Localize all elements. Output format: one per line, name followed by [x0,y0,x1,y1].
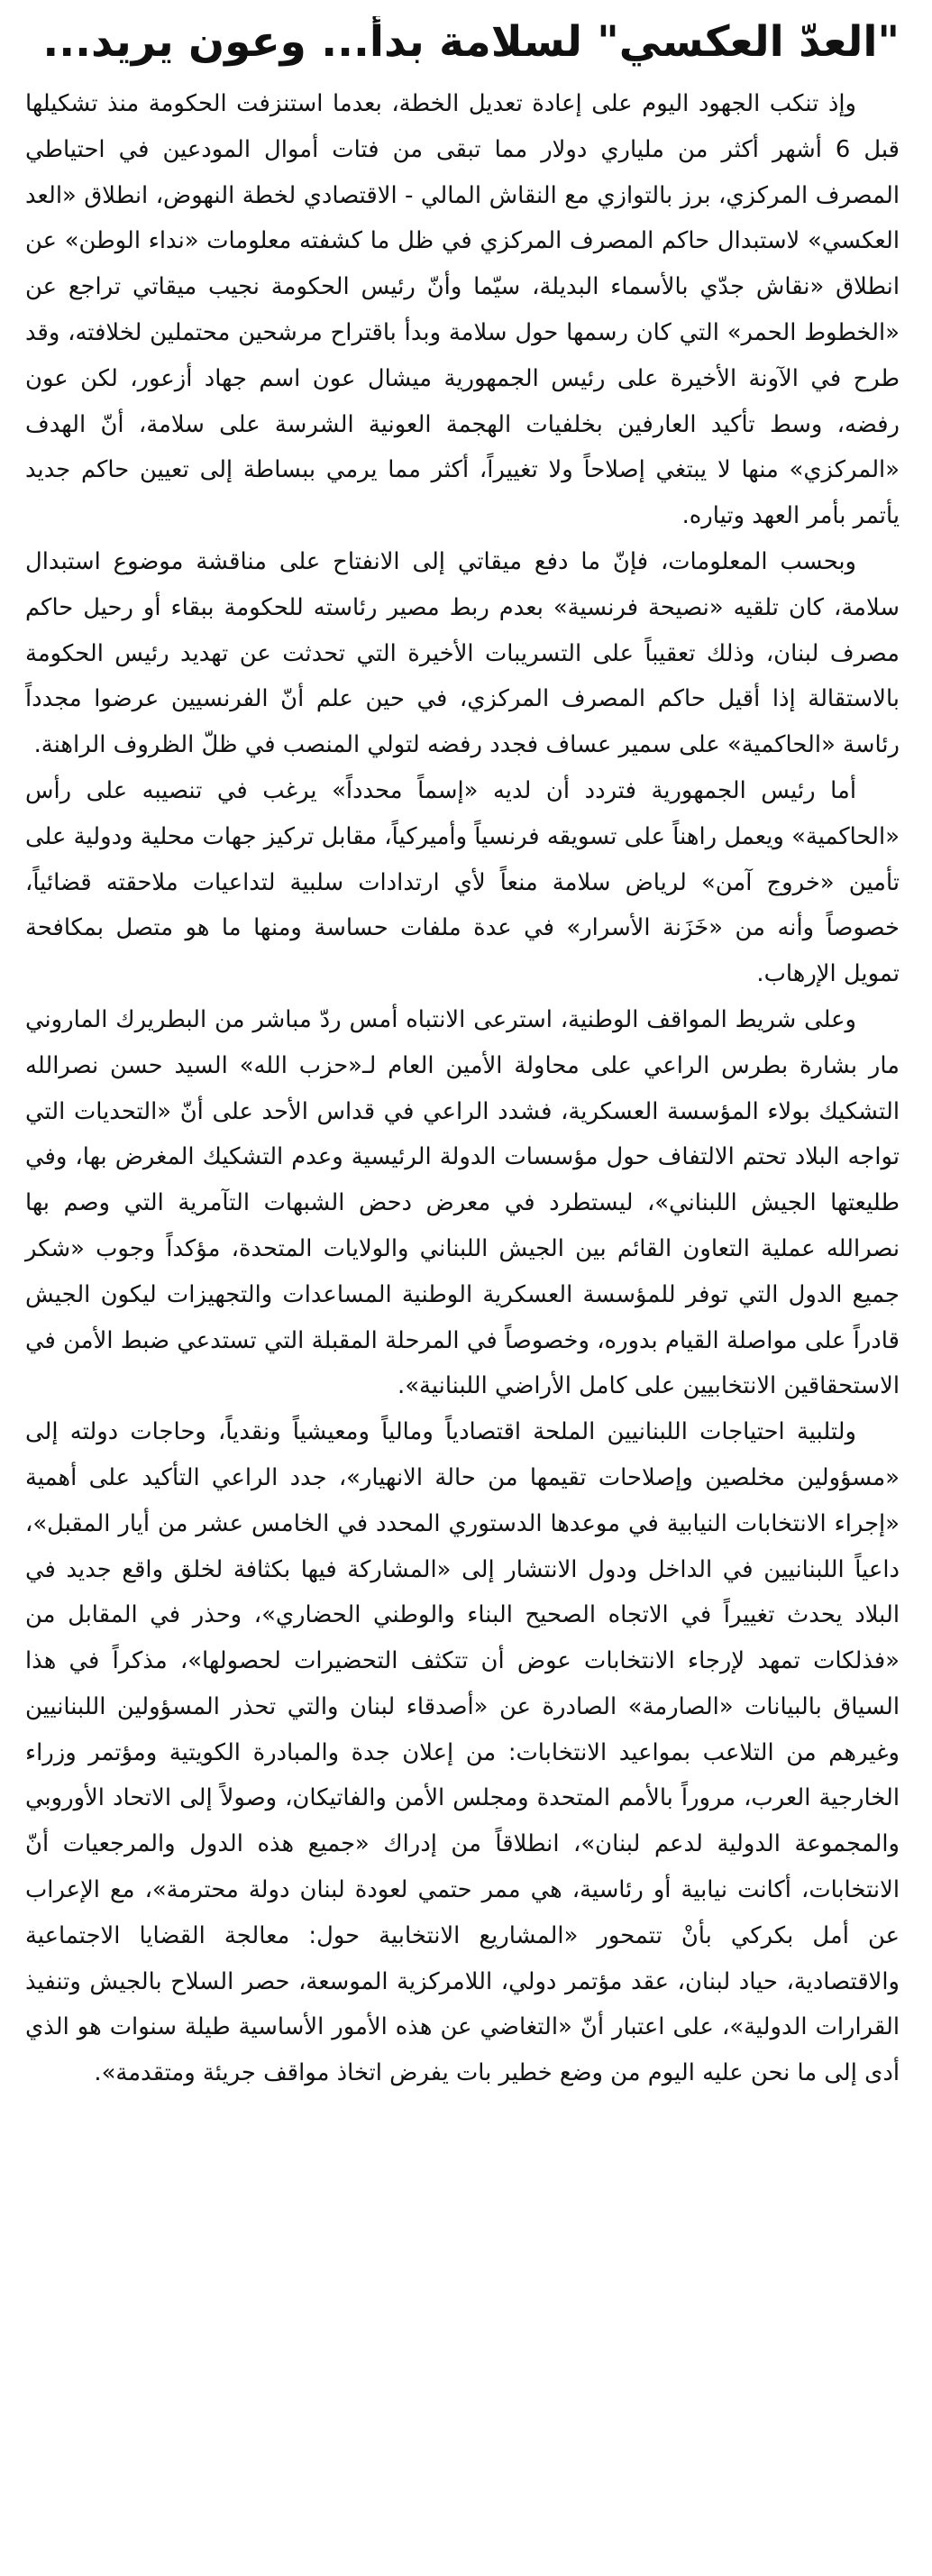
article-paragraph: ولتلبية احتياجات اللبنانيين الملحة اقتصادياً ومالياً ومعيشياً ونقدياً، وحاجات دولته إلى «مسؤولين مخلصين وإصلاحات تقيمها من حالة الانهيار»، جدد الراعي التأكيد على أهمية «إجراء الانتخابات النيابية في موعدها الدستوري المحدد في الخامس عشر من أيار المقبل»، داعياً اللبنانيين في الداخل ودول الانتشار إلى «المشاركة فيها بكثافة لخلق واقع جديد في البلاد يحدث تغييراً في الاتجاه الصحيح البناء والوطني الحضاري»، وحذر في المقابل من «فذلكات تمهد لإرجاء الانتخابات عوض أن تتكثف التحضيرات لحصولها»، مذكراً في هذا السياق بالبيانات «الصارمة» الصادرة عن «أصدقاء لبنان والتي تحذر المسؤولين اللبنانيين وغيرهم من التلاعب بمواعيد الانتخابات: من إعلان جدة والمبادرة الكويتية ومؤتمر وزراء الخارجية العرب، مروراً بالأمم المتحدة ومجلس الأمن والفاتيكان، وصولاً إلى الاتحاد الأوروبي والمجموعة الدولية لدعم لبنان»، انطلاقاً من إدراك «جميع هذه الدول والمرجعيات أنّ الانتخابات، أكانت نيابية أو رئاسية، هي ممر حتمي لعودة لبنان دولة محترمة»، مع الإعراب عن أمل بكركي بأنْ تتمحور «المشاريع الانتخابية حول: معالجة القضايا الاجتماعية والاقتصادية، حياد لبنان، عقد مؤتمر دولي، اللامركزية الموسعة، حصر السلاح بالجيش وتنفيذ القرارات الدولية»، على اعتبار أنّ «التغاضي عن هذه الأمور الأساسية طيلة سنوات هو الذي أدى إلى ما نحن عليه اليوم من وضع خطير بات يفرض اتخاذ مواقف جريئة ومتقدمة». [25,1418,900,2087]
article-paragraph: وعلى شريط المواقف الوطنية، استرعى الانتباه أمس ردّ مباشر من البطريرك الماروني مار بشارة بطرس الراعي على محاولة الأمين العام لـ«حزب الله» السيد حسن نصرالله التشكيك بولاء المؤسسة العسكرية، فشدد الراعي في قداس الأحد على أنّ «التحديات التي تواجه البلاد تحتم الالتفاف حول مؤسسات الدولة الرئيسية وعدم التشكيك المغرض بها، وفي طليعتها الجيش اللبناني»، ليستطرد في معرض دحض الشبهات التآمرية التي وصم بها نصرالله عملية التعاون القائم بين الجيش اللبناني والولايات المتحدة، مؤكداً وجوب «شكر جميع الدول التي توفر للمؤسسة العسكرية الوطنية المساعدات والتجهيزات ليكون الجيش قادراً على مواصلة القيام بدوره، وخصوصاً في المرحلة المقبلة التي تستدعي ضبط الأمن في الاستحقاقين الانتخابيين على كامل الأراضي اللبنانية». [25,1005,900,1400]
article-body [25,81,900,2096]
article-paragraph: أما رئيس الجمهورية فتردد أن لديه «إسماً محدداً» يرغب في تنصيبه على رأس «الحاكمية» ويعمل راهناً على تسويقه فرنسياً وأميركياً، مقابل تركيز جهات محلية ودولية على تأمين «خروج آمن» لرياض سلامة منعاً لأي ارتدادات سلبية لتداعيات ملاحقته قضائياً، خصوصاً وأنه من «خَزَنة الأسرار» في عدة ملفات حساسة ومنها ما هو متصل بمكافحة تمويل الإرهاب. [25,776,900,988]
article-headline: "العدّ العكسي" لسلامة بدأ... وعون يريد... [42,17,900,67]
article-paragraph: وبحسب المعلومات، فإنّ ما دفع ميقاتي إلى الانفتاح على مناقشة موضوع استبدال سلامة، كان تلقيه «نصيحة فرنسية» بعدم ربط مصير رئاسته للحكومة ببقاء أو رحيل حاكم مصرف لبنان، وذلك تعقيباً على التسريبات الأخيرة التي تحدثت عن تهديد رئيس الحكومة بالاستقالة إذا أقيل حاكم المصرف المركزي، في حين علم أنّ الفرنسيين عرضوا مجدداً رئاسة «الحاكمية» على سمير عساف فجدد رفضه لتولي المنصب في ظلّ الظروف الراهنة. [25,547,900,759]
article-paragraph: وإذ تنكب الجهود اليوم على إعادة تعديل الخطة، بعدما استنزفت الحكومة منذ تشكيلها قبل 6 أشهر أكثر من ملياري دولار مما تبقى من فتات أموال المودعين في احتياطي المصرف المركزي، برز بالتوازي مع النقاش المالي - الاقتصادي لخطة النهوض، انطلاق «العد العكسي» لاستبدال حاكم المصرف المركزي في ظل ما كشفته معلومات «نداء الوطن» عن انطلاق «نقاش جدّي بالأسماء البديلة، سيّما وأنّ رئيس الحكومة نجيب ميقاتي تراجع عن «الخطوط الحمر» التي كان رسمها حول سلامة وبدأ باقتراح مرشحين محتملين لخلافته، وقد طرح في الآونة الأخيرة على رئيس الجمهورية ميشال عون اسم جهاد أزعور، لكن عون رفضه، وسط تأكيد العارفين بخلفيات الهجمة العونية الشرسة على سلامة، أنّ الهدف «المركزي» منها لا يبتغي إصلاحاً ولا تغييراً، أكثر مما يرمي ببساطة إلى تعيين حاكم جديد يأتمر بأمر العهد وتياره. [25,90,900,530]
